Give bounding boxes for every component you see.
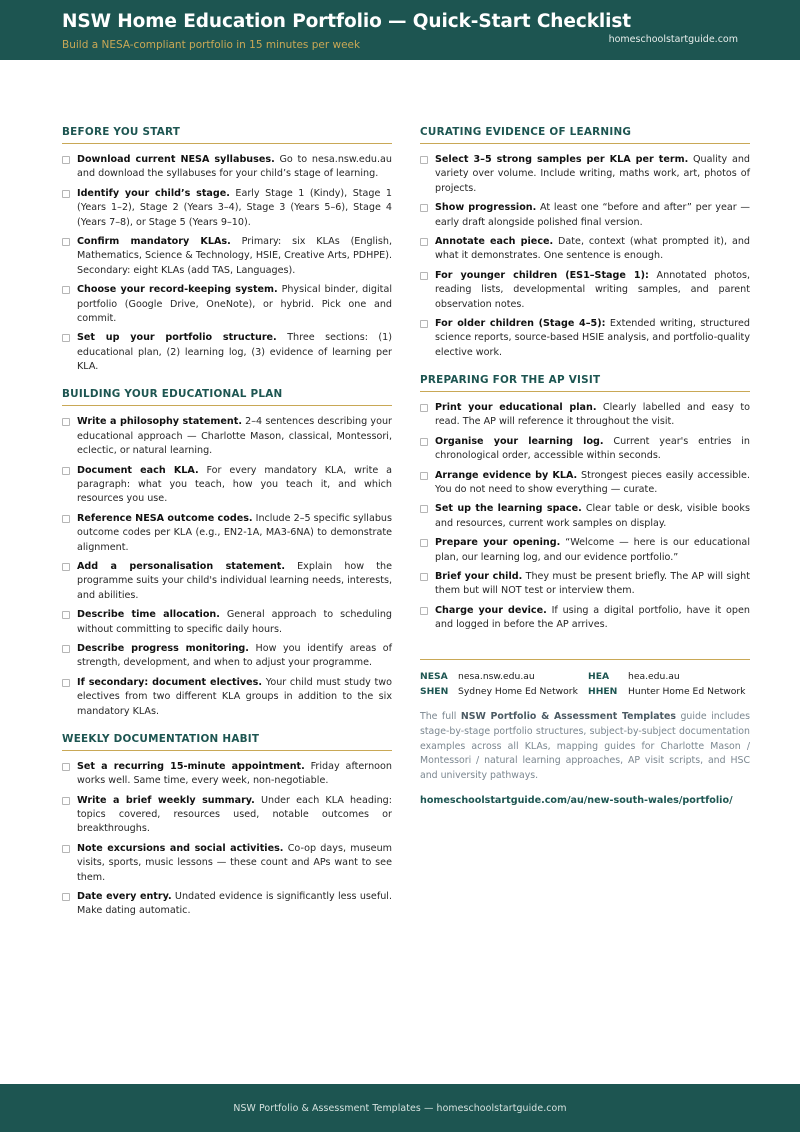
checklist-item-desc: Early Stage 1 (Kindy), Stage 1 (Years 1–2), Stage 2 (Years 3–4), Stage 3 (Years 5–6), Stage 4 (Years 7–8), or Stage 5 (Years 9–10). (77, 187, 392, 228)
checklist-item[interactable] (420, 604, 750, 633)
section-heading: BUILDING YOUR EDUCATIONAL PLAN (62, 388, 283, 401)
checkbox-icon[interactable] (62, 763, 70, 771)
section-divider (62, 750, 392, 751)
checklist-item-title: Describe progress monitoring. (77, 642, 249, 654)
resource-key: SHEN (420, 685, 449, 697)
promo-product-name: NSW Portfolio & Assessment Templates (460, 711, 676, 723)
resource-value[interactable]: nesa.nsw.edu.au (458, 670, 535, 682)
checklist-item-desc: Current year's entries in chronological order, accessible within seconds. (435, 435, 750, 462)
checklist-item[interactable] (62, 464, 392, 507)
checkbox-icon[interactable] (62, 679, 70, 687)
checkbox-icon[interactable] (420, 472, 428, 480)
checklist-item[interactable] (420, 201, 750, 230)
section-divider (62, 405, 392, 406)
checklist-item[interactable] (62, 331, 392, 374)
resource-key: HEA (588, 670, 610, 682)
checklist-item-text (77, 187, 392, 230)
checklist-item-title: Add a personalisation statement. (77, 560, 286, 572)
checkbox-icon[interactable] (62, 238, 70, 246)
page-title: NSW Home Education Portfolio — Quick-Start Checklist (62, 11, 632, 32)
checkbox-icon[interactable] (62, 467, 70, 475)
section-divider (62, 143, 392, 144)
checklist-item[interactable] (62, 794, 392, 837)
checklist-item-title: Arrange evidence by KLA. (435, 469, 578, 481)
checklist-item[interactable] (62, 283, 392, 326)
checklist-item-title: Set up your portfolio structure. (77, 332, 277, 344)
checklist-item-desc: How you identify areas of strength, development, and when to adjust your programme. (77, 642, 393, 669)
checkbox-icon[interactable] (62, 156, 70, 164)
checklist-item-text (77, 283, 392, 326)
checklist-item-text (77, 642, 392, 671)
checklist-item[interactable] (420, 570, 750, 599)
checklist-item-text (435, 269, 750, 312)
checklist-item-desc: Extended writing, structured science reports, source-based HSIE analysis, and portfolio-quality elective work. (435, 317, 750, 358)
checklist-item-title: Set a recurring 15-minute appointment. (77, 760, 305, 772)
checklist-item-text (77, 560, 392, 603)
checkbox-icon[interactable] (420, 238, 428, 246)
checklist-item[interactable] (62, 235, 392, 278)
checklist-item-desc: Annotated photos, reading lists, developmental writing samples, and parent observation notes. (435, 269, 750, 310)
checklist-item-title: Annotate each piece. (435, 235, 554, 247)
checklist-item-desc: Include 2–5 specific syllabus outcome codes per KLA (e.g., EN2-1A, MA3-6NA) to demonstrate alignment. (77, 512, 393, 553)
checklist-item-title: Document each KLA. (77, 464, 199, 476)
checklist-item[interactable] (62, 760, 392, 789)
checkbox-icon[interactable] (62, 645, 70, 653)
checkbox-icon[interactable] (420, 539, 428, 547)
checklist-section (420, 126, 750, 360)
checklist-item[interactable] (62, 560, 392, 603)
resource-value[interactable]: Hunter Home Ed Network (628, 685, 746, 697)
checklist-item-desc: Under each KLA heading: topics covered, resources used, notable outcomes or breakthroughs. (77, 794, 392, 835)
checklist-item-desc: Explain how the programme suits your child's individual learning needs, interests, and abilities. (77, 560, 392, 601)
resource-key: HHEN (588, 685, 618, 697)
checkbox-icon[interactable] (420, 573, 428, 581)
checklist-item-desc: “Welcome — here is our educational plan, our learning log, and our evidence portfolio.” (435, 537, 750, 563)
checkbox-icon[interactable] (62, 334, 70, 342)
checkbox-icon[interactable] (62, 563, 70, 571)
checkbox-icon[interactable] (420, 607, 428, 615)
checklist-item-desc: Go to nesa.nsw.edu.au and download the syllabuses for your child’s stage of learning. (77, 154, 393, 180)
checkbox-icon[interactable] (62, 893, 70, 901)
checklist-item-desc: Three sections: (1) educational plan, (2) learning log, (3) evidence of learning per KLA. (77, 332, 392, 373)
header-site-url: homeschoolstartguide.com (608, 34, 738, 45)
checklist-item[interactable] (420, 536, 750, 565)
checklist-item-title: Print your educational plan. (435, 402, 597, 414)
checklist-item-title: Write a philosophy statement. (77, 416, 242, 428)
checkbox-icon[interactable] (420, 438, 428, 446)
checkbox-icon[interactable] (420, 272, 428, 280)
checkbox-icon[interactable] (420, 404, 428, 412)
checklist-item-title: Confirm mandatory KLAs. (77, 235, 231, 247)
two-column-layout (62, 126, 751, 925)
checkbox-icon[interactable] (62, 797, 70, 805)
checklist-item-desc: Date, context (what prompted it), and what it demonstrates. One sentence is enough. (435, 235, 750, 262)
left-column (62, 126, 392, 925)
checklist-item[interactable] (420, 502, 750, 531)
checklist-item-desc: Undated evidence is significantly less useful. Make dating automatic. (77, 891, 392, 917)
checklist-item-title: Choose your record-keeping system. (77, 284, 278, 296)
checklist-item-title: Charge your device. (435, 604, 547, 616)
checklist-item-text (77, 331, 392, 374)
checklist-item-title: For older children (Stage 4–5): (435, 317, 606, 329)
checklist-item[interactable] (420, 469, 750, 498)
checkbox-icon[interactable] (62, 515, 70, 523)
checklist-item-title: Set up the learning space. (435, 503, 582, 515)
checklist-item-title: Identify your child’s stage. (77, 187, 230, 199)
checklist-item-title: Date every entry. (77, 891, 172, 903)
checklist-item-text (77, 235, 392, 278)
checklist-item[interactable] (420, 317, 750, 360)
section-heading: CURATING EVIDENCE OF LEARNING (420, 126, 632, 138)
checklist-item-title: Organise your learning log. (435, 435, 604, 447)
checklist-item[interactable] (420, 269, 750, 312)
checklist-item[interactable] (62, 642, 392, 671)
checklist-item-desc: Clearly labelled and easy to read. The AP will reference it throughout the visit. (435, 402, 751, 428)
section-divider (420, 143, 750, 144)
checklist-item-title: Note excursions and social activities. (77, 842, 284, 854)
checklist-item-text (77, 794, 392, 837)
section-heading: PREPARING FOR THE AP VISIT (420, 374, 601, 387)
checklist-item-desc: Co-op days, museum visits, sports, music lessons — these count and APs want to see them. (77, 842, 392, 883)
checklist-item-text (435, 570, 750, 599)
checkbox-icon[interactable] (62, 611, 70, 619)
checkbox-icon[interactable] (420, 320, 428, 328)
checklist-item[interactable] (420, 235, 750, 264)
checkbox-icon[interactable] (62, 190, 70, 198)
checklist-item-title: Download current NESA syllabuses. (77, 154, 275, 165)
checklist-item[interactable] (420, 401, 750, 430)
checklist-item[interactable] (62, 153, 392, 182)
checklist-item-title: Write a brief weekly summary. (77, 794, 255, 806)
checklist-item-text (435, 502, 750, 531)
checklist-item-desc: Clear table or desk, visible books and resources, current work samples on display. (435, 503, 750, 529)
checklist-item-text (77, 842, 392, 885)
checklist-item-desc: At least one “before and after” per year — early draft alongside polished final version. (435, 202, 751, 228)
section-divider (420, 391, 750, 392)
checklist-item-title: Describe time allocation. (77, 609, 220, 621)
checklist-item[interactable] (62, 890, 392, 919)
checklist-item[interactable] (62, 608, 392, 637)
checkbox-icon[interactable] (62, 418, 70, 426)
right-column (420, 126, 750, 806)
checklist-section (62, 126, 392, 374)
checklist-item-desc: General approach to scheduling without committing to specific daily hours. (77, 609, 392, 635)
checklist-section (420, 374, 750, 632)
checklist-item-desc: Strongest pieces easily accessible. You do not need to show everything — curate. (435, 469, 751, 496)
checkbox-icon[interactable] (62, 845, 70, 853)
checkbox-icon[interactable] (420, 204, 428, 212)
page-footer (0, 1084, 800, 1132)
promo-url-link[interactable]: homeschoolstartguide.com/au/new-south-wales/portfolio/ (420, 795, 733, 807)
checklist-item-text (435, 435, 750, 464)
resources-divider (420, 659, 750, 660)
checklist-item-desc: 2–4 sentences describing your educational approach — Charlotte Mason, classical, Montessori, eclectic, or natural learning. (77, 416, 392, 457)
resource-key: NESA (420, 670, 448, 682)
checklist-item-title: Show progression. (435, 202, 537, 214)
checklist-item[interactable] (62, 415, 392, 458)
checklist-item[interactable] (62, 512, 392, 555)
checklist-item-text (77, 608, 392, 637)
checklist-item-title: Reference NESA outcome codes. (77, 512, 253, 524)
checklist-item-desc: Physical binder, digital portfolio (Google Drive, OneNote), or hybrid. Pick one and commit. (77, 284, 392, 324)
checklist-item-title: Select 3–5 strong samples per KLA per term. (435, 154, 689, 165)
checklist-item-desc: If using a digital portfolio, have it open and logged in before the AP arrives. (435, 604, 750, 631)
checklist-item-text (77, 760, 392, 789)
checklist-item-text (435, 401, 750, 430)
checkbox-icon[interactable] (420, 505, 428, 513)
checklist-item-text (435, 153, 750, 196)
checklist-item-title: For younger children (ES1–Stage 1): (435, 269, 649, 281)
checklist-item-text (77, 890, 392, 919)
checklist-item-title: Brief your child. (435, 570, 523, 582)
checklist-item[interactable] (62, 187, 392, 230)
checklist-item-text (435, 536, 750, 565)
page-header (0, 0, 800, 60)
checklist-item-title: Prepare your opening. (435, 537, 561, 549)
footer-text: NSW Portfolio & Assessment Templates — homeschoolstartguide.com (233, 1102, 567, 1114)
checklist-item-text (77, 153, 392, 182)
resource-value[interactable]: Sydney Home Ed Network (458, 685, 578, 697)
page-body (0, 60, 800, 1084)
checklist-item-desc: For every mandatory KLA, write a paragraph: what you teach, how you teach it, and which resources you use. (77, 464, 392, 505)
checklist-item-desc: Your child must study two electives from two different KLA groups in addition to the six mandatory KLAs. (77, 676, 393, 717)
checklist-item-title: If secondary: document electives. (77, 676, 263, 688)
promo-paragraph: The full NSW Portfolio & Assessment Templates guide includes stage-by-stage portfolio structures, subject-by-subject documentation examples across all KLAs, mapping guides for Charlotte Mason / Montessori / natural learning approaches, AP visit scripts, and HSC and university pathways. (420, 711, 750, 781)
resource-value[interactable]: hea.edu.au (628, 670, 680, 682)
checklist-item-text (77, 464, 392, 507)
checklist-item-desc: They must be present briefly. The AP will sight them but will NOT test or interview them. (435, 570, 750, 597)
checklist-section (62, 388, 392, 718)
checklist-item-text (435, 604, 750, 633)
checklist-section (62, 733, 392, 919)
checklist-item-text (77, 415, 392, 458)
checklist-item-desc: Friday afternoon works well. Same time, every week, non-negotiable. (77, 760, 392, 787)
checklist-item-text (77, 512, 392, 555)
checklist-item[interactable] (420, 153, 750, 196)
section-heading: WEEKLY DOCUMENTATION HABIT (62, 732, 260, 745)
checkbox-icon[interactable] (62, 286, 70, 294)
checklist-item-text (77, 676, 392, 719)
section-heading: BEFORE YOU START (62, 126, 181, 138)
checklist-item-text (435, 235, 750, 264)
checklist-item[interactable] (420, 435, 750, 464)
checklist-item-desc: Quality and variety over volume. Include writing, maths work, art, photos of projects. (435, 154, 751, 194)
resource-links-table (420, 671, 750, 699)
checklist-item-text (435, 317, 750, 360)
checklist-item-text (435, 469, 750, 498)
checklist-item[interactable] (62, 676, 392, 719)
checklist-item-text (435, 201, 750, 230)
checklist-item-desc: Primary: six KLAs (English, Mathematics, Science & Technology, HSIE, Creative Arts, PDHPE). Secondary: eight KLAs (add TAS, Languages). (77, 235, 392, 276)
checklist-item[interactable] (62, 842, 392, 885)
page-subtitle: Build a NESA-compliant portfolio in 15 minutes per week (62, 39, 361, 52)
checkbox-icon[interactable] (420, 156, 428, 164)
